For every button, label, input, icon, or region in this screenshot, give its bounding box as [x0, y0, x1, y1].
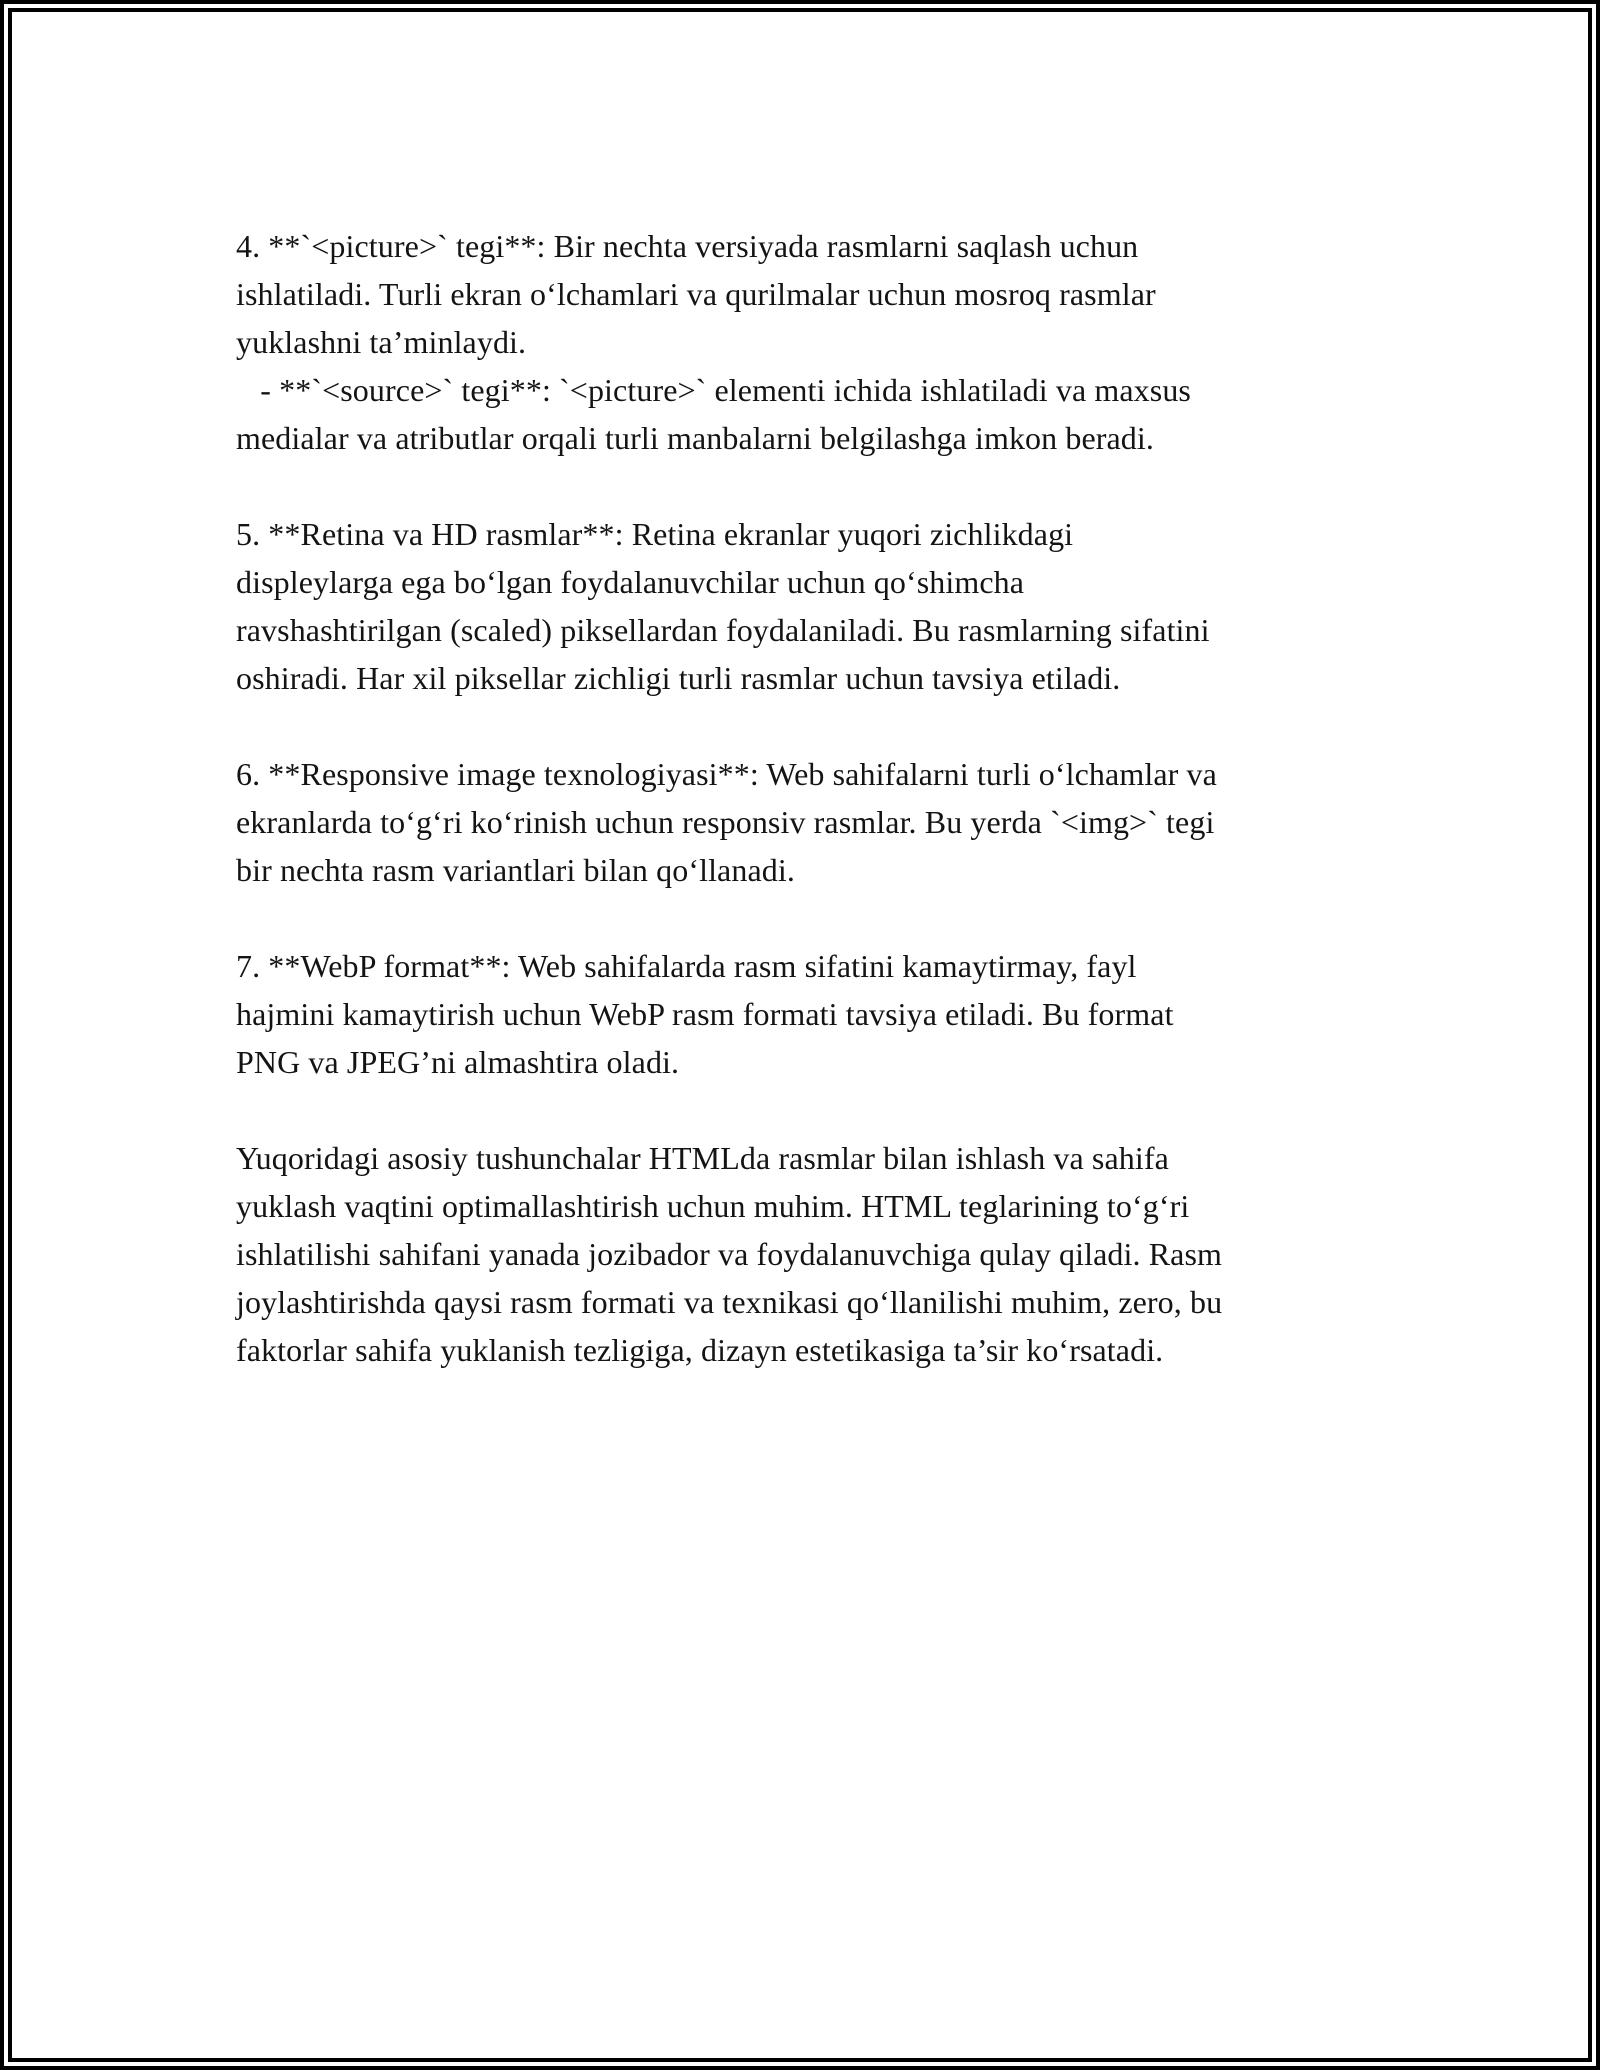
text-line: hajmini kamaytirish uchun WebP rasm formati tavsiya etiladi. Bu format: [236, 996, 1174, 1032]
text-line: yuklash vaqtini optimallashtirish uchun muhim. HTML teglarining toʻgʻri: [236, 1188, 1190, 1224]
text-line: 7. **WebP format**: Web sahifalarda rasm sifatini kamaytirmay, fayl: [236, 948, 1137, 984]
paragraph-webp-format: [236, 942, 1408, 1086]
text-line: faktorlar sahifa yuklanish tezligiga, dizayn estetikasiga ta’sir koʻrsatadi.: [236, 1332, 1164, 1368]
text-line: Yuqoridagi asosiy tushunchalar HTMLda rasmlar bilan ishlash va sahifa: [236, 1140, 1169, 1176]
text-line: bir nechta rasm variantlari bilan qoʻllanadi.: [236, 852, 795, 888]
text-line: ravshashtirilgan (scaled) piksellardan foydalaniladi. Bu rasmlarning sifatini: [236, 612, 1210, 648]
text-line: 6. **Responsive image texnologiyasi**: Web sahifalarni turli oʻlchamlar va: [236, 756, 1217, 792]
text-line: ekranlarda toʻgʻri koʻrinish uchun responsiv rasmlar. Bu yerda `<img>` tegi: [236, 804, 1215, 840]
paragraph-picture-tag: [236, 222, 1408, 462]
text-line: 5. **Retina va HD rasmlar**: Retina ekranlar yuqori zichlikdagi: [236, 516, 1074, 552]
text-line: oshiradi. Har xil piksellar zichligi turli rasmlar uchun tavsiya etiladi.: [236, 660, 1121, 696]
text-line: displeylarga ega boʻlgan foydalanuvchilar uchun qoʻshimcha: [236, 564, 1025, 600]
paragraph-summary: [236, 1134, 1408, 1374]
document-page: [12, 12, 1588, 2058]
text-line: joylashtirishda qaysi rasm formati va texnikasi qoʻllanilishi muhim, zero, bu: [236, 1284, 1223, 1320]
paragraph-retina-hd: [236, 510, 1408, 702]
text-line: 4. **`<picture>` tegi**: Bir nechta versiyada rasmlarni saqlash uchun: [236, 228, 1139, 264]
text-line: medialar va atributlar orqali turli manbalarni belgilashga imkon beradi.: [236, 420, 1154, 456]
text-line: yuklashni ta’minlaydi.: [236, 324, 527, 360]
paragraph-responsive-image: [236, 750, 1408, 894]
text-line: ishlatiladi. Turli ekran oʻlchamlari va qurilmalar uchun mosroq rasmlar: [236, 276, 1156, 312]
text-line: ishlatilishi sahifani yanada jozibador va foydalanuvchiga qulay qiladi. Rasm: [236, 1236, 1223, 1272]
text-line-source-subitem: - **`<source>` tegi**: `<picture>` elementi ichida ishlatiladi va maxsus: [236, 372, 1191, 408]
text-line: PNG va JPEG’ni almashtira oladi.: [236, 1044, 680, 1080]
